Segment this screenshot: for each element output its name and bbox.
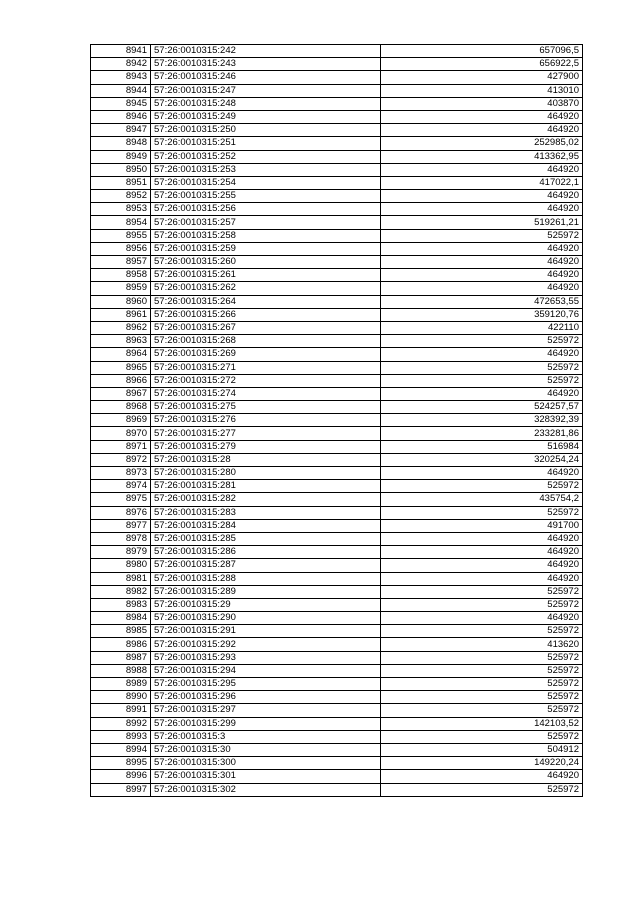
row-number-cell: 8964 [91, 348, 151, 361]
cadastral-number-cell: 57:26:0010315:29 [151, 598, 381, 611]
table-row [91, 453, 583, 466]
value-cell: 422110 [381, 321, 583, 334]
value-cell: 464920 [381, 532, 583, 545]
row-number-cell: 8944 [91, 84, 151, 97]
data-table [90, 44, 583, 797]
cadastral-number-cell: 57:26:0010315:282 [151, 493, 381, 506]
value-cell: 525972 [381, 783, 583, 796]
table-row [91, 97, 583, 110]
row-number-cell: 8950 [91, 163, 151, 176]
value-cell: 464920 [381, 256, 583, 269]
cadastral-number-cell: 57:26:0010315:257 [151, 216, 381, 229]
row-number-cell: 8949 [91, 150, 151, 163]
row-number-cell: 8988 [91, 664, 151, 677]
table-row [91, 546, 583, 559]
table-row [91, 717, 583, 730]
value-cell: 525972 [381, 374, 583, 387]
cadastral-number-cell: 57:26:0010315:283 [151, 506, 381, 519]
cadastral-number-cell: 57:26:0010315:293 [151, 651, 381, 664]
cadastral-number-cell: 57:26:0010315:295 [151, 678, 381, 691]
value-cell: 525972 [381, 704, 583, 717]
table-row [91, 203, 583, 216]
value-cell: 464920 [381, 546, 583, 559]
row-number-cell: 8970 [91, 427, 151, 440]
cadastral-number-cell: 57:26:0010315:289 [151, 585, 381, 598]
table-row [91, 414, 583, 427]
table-row [91, 71, 583, 84]
value-cell: 464920 [381, 770, 583, 783]
value-cell: 252985,02 [381, 137, 583, 150]
value-cell: 525972 [381, 730, 583, 743]
row-number-cell: 8983 [91, 598, 151, 611]
table-row [91, 519, 583, 532]
row-number-cell: 8953 [91, 203, 151, 216]
cadastral-number-cell: 57:26:0010315:269 [151, 348, 381, 361]
cadastral-number-cell: 57:26:0010315:3 [151, 730, 381, 743]
row-number-cell: 8977 [91, 519, 151, 532]
value-cell: 525972 [381, 361, 583, 374]
row-number-cell: 8989 [91, 678, 151, 691]
row-number-cell: 8976 [91, 506, 151, 519]
cadastral-number-cell: 57:26:0010315:296 [151, 691, 381, 704]
cadastral-number-cell: 57:26:0010315:248 [151, 97, 381, 110]
value-cell: 656922,5 [381, 58, 583, 71]
row-number-cell: 8942 [91, 58, 151, 71]
table-row [91, 757, 583, 770]
cadastral-number-cell: 57:26:0010315:285 [151, 532, 381, 545]
row-number-cell: 8979 [91, 546, 151, 559]
value-cell: 491700 [381, 519, 583, 532]
table-row [91, 730, 583, 743]
value-cell: 525972 [381, 598, 583, 611]
table-row [91, 150, 583, 163]
value-cell: 427900 [381, 71, 583, 84]
value-cell: 403870 [381, 97, 583, 110]
cadastral-number-cell: 57:26:0010315:294 [151, 664, 381, 677]
cadastral-number-cell: 57:26:0010315:291 [151, 625, 381, 638]
cadastral-number-cell: 57:26:0010315:277 [151, 427, 381, 440]
cadastral-number-cell: 57:26:0010315:253 [151, 163, 381, 176]
cadastral-number-cell: 57:26:0010315:30 [151, 743, 381, 756]
cadastral-number-cell: 57:26:0010315:28 [151, 453, 381, 466]
value-cell: 417022,1 [381, 176, 583, 189]
table-row [91, 638, 583, 651]
table-row [91, 493, 583, 506]
row-number-cell: 8990 [91, 691, 151, 704]
row-number-cell: 8954 [91, 216, 151, 229]
row-number-cell: 8947 [91, 124, 151, 137]
value-cell: 464920 [381, 110, 583, 123]
value-cell: 328392,39 [381, 414, 583, 427]
table-row [91, 770, 583, 783]
row-number-cell: 8980 [91, 559, 151, 572]
table-row [91, 651, 583, 664]
table-row [91, 361, 583, 374]
table-row [91, 163, 583, 176]
cadastral-number-cell: 57:26:0010315:252 [151, 150, 381, 163]
value-cell: 464920 [381, 163, 583, 176]
table-row [91, 190, 583, 203]
row-number-cell: 8945 [91, 97, 151, 110]
row-number-cell: 8997 [91, 783, 151, 796]
cadastral-number-cell: 57:26:0010315:267 [151, 321, 381, 334]
cadastral-number-cell: 57:26:0010315:268 [151, 335, 381, 348]
table-row [91, 256, 583, 269]
table-row [91, 440, 583, 453]
value-cell: 525972 [381, 335, 583, 348]
cadastral-number-cell: 57:26:0010315:260 [151, 256, 381, 269]
table-row [91, 387, 583, 400]
row-number-cell: 8982 [91, 585, 151, 598]
table-row [91, 374, 583, 387]
table-row [91, 625, 583, 638]
value-cell: 525972 [381, 585, 583, 598]
table-row [91, 229, 583, 242]
value-cell: 525972 [381, 625, 583, 638]
row-number-cell: 8993 [91, 730, 151, 743]
value-cell: 504912 [381, 743, 583, 756]
value-cell: 359120,76 [381, 308, 583, 321]
cadastral-number-cell: 57:26:0010315:292 [151, 638, 381, 651]
value-cell: 516984 [381, 440, 583, 453]
row-number-cell: 8992 [91, 717, 151, 730]
table-row [91, 598, 583, 611]
row-number-cell: 8991 [91, 704, 151, 717]
cadastral-number-cell: 57:26:0010315:256 [151, 203, 381, 216]
table-row [91, 664, 583, 677]
table-row [91, 269, 583, 282]
value-cell: 464920 [381, 203, 583, 216]
cadastral-number-cell: 57:26:0010315:249 [151, 110, 381, 123]
cadastral-number-cell: 57:26:0010315:259 [151, 242, 381, 255]
cadastral-number-cell: 57:26:0010315:255 [151, 190, 381, 203]
cadastral-number-cell: 57:26:0010315:280 [151, 467, 381, 480]
table-row [91, 678, 583, 691]
table-row [91, 348, 583, 361]
row-number-cell: 8974 [91, 480, 151, 493]
row-number-cell: 8952 [91, 190, 151, 203]
table-row [91, 84, 583, 97]
table-row [91, 506, 583, 519]
cadastral-number-cell: 57:26:0010315:300 [151, 757, 381, 770]
row-number-cell: 8958 [91, 269, 151, 282]
row-number-cell: 8951 [91, 176, 151, 189]
row-number-cell: 8967 [91, 387, 151, 400]
value-cell: 149220,24 [381, 757, 583, 770]
row-number-cell: 8946 [91, 110, 151, 123]
value-cell: 524257,57 [381, 401, 583, 414]
table-row [91, 58, 583, 71]
row-number-cell: 8975 [91, 493, 151, 506]
cadastral-number-cell: 57:26:0010315:242 [151, 45, 381, 58]
table-row [91, 308, 583, 321]
value-cell: 464920 [381, 387, 583, 400]
cadastral-number-cell: 57:26:0010315:243 [151, 58, 381, 71]
value-cell: 525972 [381, 691, 583, 704]
row-number-cell: 8963 [91, 335, 151, 348]
cadastral-number-cell: 57:26:0010315:288 [151, 572, 381, 585]
value-cell: 464920 [381, 282, 583, 295]
table-row [91, 532, 583, 545]
cadastral-number-cell: 57:26:0010315:247 [151, 84, 381, 97]
value-cell: 464920 [381, 190, 583, 203]
value-cell: 413620 [381, 638, 583, 651]
value-cell: 464920 [381, 559, 583, 572]
cadastral-number-cell: 57:26:0010315:279 [151, 440, 381, 453]
row-number-cell: 8986 [91, 638, 151, 651]
table-row [91, 691, 583, 704]
value-cell: 525972 [381, 480, 583, 493]
row-number-cell: 8987 [91, 651, 151, 664]
cadastral-number-cell: 57:26:0010315:301 [151, 770, 381, 783]
value-cell: 464920 [381, 242, 583, 255]
table-row [91, 559, 583, 572]
table-row [91, 585, 583, 598]
row-number-cell: 8994 [91, 743, 151, 756]
cadastral-number-cell: 57:26:0010315:299 [151, 717, 381, 730]
cadastral-number-cell: 57:26:0010315:287 [151, 559, 381, 572]
row-number-cell: 8972 [91, 453, 151, 466]
value-cell: 525972 [381, 506, 583, 519]
value-cell: 519261,21 [381, 216, 583, 229]
row-number-cell: 8943 [91, 71, 151, 84]
value-cell: 472653,55 [381, 295, 583, 308]
row-number-cell: 8981 [91, 572, 151, 585]
row-number-cell: 8959 [91, 282, 151, 295]
table-row [91, 480, 583, 493]
row-number-cell: 8968 [91, 401, 151, 414]
table-row [91, 401, 583, 414]
value-cell: 464920 [381, 348, 583, 361]
table-row [91, 45, 583, 58]
table-row [91, 743, 583, 756]
table-row [91, 110, 583, 123]
table-row [91, 704, 583, 717]
cadastral-number-cell: 57:26:0010315:246 [151, 71, 381, 84]
table-row [91, 612, 583, 625]
value-cell: 413362,95 [381, 150, 583, 163]
table-row [91, 216, 583, 229]
table-row [91, 321, 583, 334]
table-row [91, 242, 583, 255]
row-number-cell: 8996 [91, 770, 151, 783]
table-row [91, 295, 583, 308]
table-body [91, 45, 583, 797]
table-row [91, 467, 583, 480]
value-cell: 464920 [381, 612, 583, 625]
row-number-cell: 8985 [91, 625, 151, 638]
value-cell: 657096,5 [381, 45, 583, 58]
row-number-cell: 8948 [91, 137, 151, 150]
cadastral-number-cell: 57:26:0010315:281 [151, 480, 381, 493]
row-number-cell: 8973 [91, 467, 151, 480]
row-number-cell: 8960 [91, 295, 151, 308]
cadastral-number-cell: 57:26:0010315:261 [151, 269, 381, 282]
table-row [91, 783, 583, 796]
value-cell: 233281,86 [381, 427, 583, 440]
cadastral-number-cell: 57:26:0010315:302 [151, 783, 381, 796]
cadastral-number-cell: 57:26:0010315:284 [151, 519, 381, 532]
table-row [91, 124, 583, 137]
value-cell: 525972 [381, 664, 583, 677]
row-number-cell: 8984 [91, 612, 151, 625]
cadastral-number-cell: 57:26:0010315:254 [151, 176, 381, 189]
row-number-cell: 8965 [91, 361, 151, 374]
cadastral-number-cell: 57:26:0010315:290 [151, 612, 381, 625]
cadastral-number-cell: 57:26:0010315:250 [151, 124, 381, 137]
value-cell: 464920 [381, 124, 583, 137]
cadastral-number-cell: 57:26:0010315:258 [151, 229, 381, 242]
row-number-cell: 8995 [91, 757, 151, 770]
cadastral-number-cell: 57:26:0010315:266 [151, 308, 381, 321]
cadastral-number-cell: 57:26:0010315:271 [151, 361, 381, 374]
value-cell: 525972 [381, 651, 583, 664]
value-cell: 525972 [381, 678, 583, 691]
row-number-cell: 8957 [91, 256, 151, 269]
cadastral-number-cell: 57:26:0010315:262 [151, 282, 381, 295]
table-row [91, 572, 583, 585]
row-number-cell: 8969 [91, 414, 151, 427]
row-number-cell: 8956 [91, 242, 151, 255]
cadastral-number-cell: 57:26:0010315:286 [151, 546, 381, 559]
cadastral-number-cell: 57:26:0010315:275 [151, 401, 381, 414]
row-number-cell: 8978 [91, 532, 151, 545]
row-number-cell: 8966 [91, 374, 151, 387]
cadastral-number-cell: 57:26:0010315:264 [151, 295, 381, 308]
cadastral-number-cell: 57:26:0010315:276 [151, 414, 381, 427]
value-cell: 464920 [381, 467, 583, 480]
value-cell: 464920 [381, 572, 583, 585]
table-row [91, 137, 583, 150]
value-cell: 413010 [381, 84, 583, 97]
row-number-cell: 8941 [91, 45, 151, 58]
table-row [91, 335, 583, 348]
row-number-cell: 8961 [91, 308, 151, 321]
table-row [91, 176, 583, 189]
table-row [91, 282, 583, 295]
cadastral-number-cell: 57:26:0010315:272 [151, 374, 381, 387]
row-number-cell: 8955 [91, 229, 151, 242]
cadastral-number-cell: 57:26:0010315:274 [151, 387, 381, 400]
value-cell: 142103,52 [381, 717, 583, 730]
cadastral-number-cell: 57:26:0010315:297 [151, 704, 381, 717]
row-number-cell: 8962 [91, 321, 151, 334]
value-cell: 464920 [381, 269, 583, 282]
value-cell: 525972 [381, 229, 583, 242]
row-number-cell: 8971 [91, 440, 151, 453]
table-row [91, 427, 583, 440]
cadastral-number-cell: 57:26:0010315:251 [151, 137, 381, 150]
value-cell: 435754,2 [381, 493, 583, 506]
value-cell: 320254,24 [381, 453, 583, 466]
